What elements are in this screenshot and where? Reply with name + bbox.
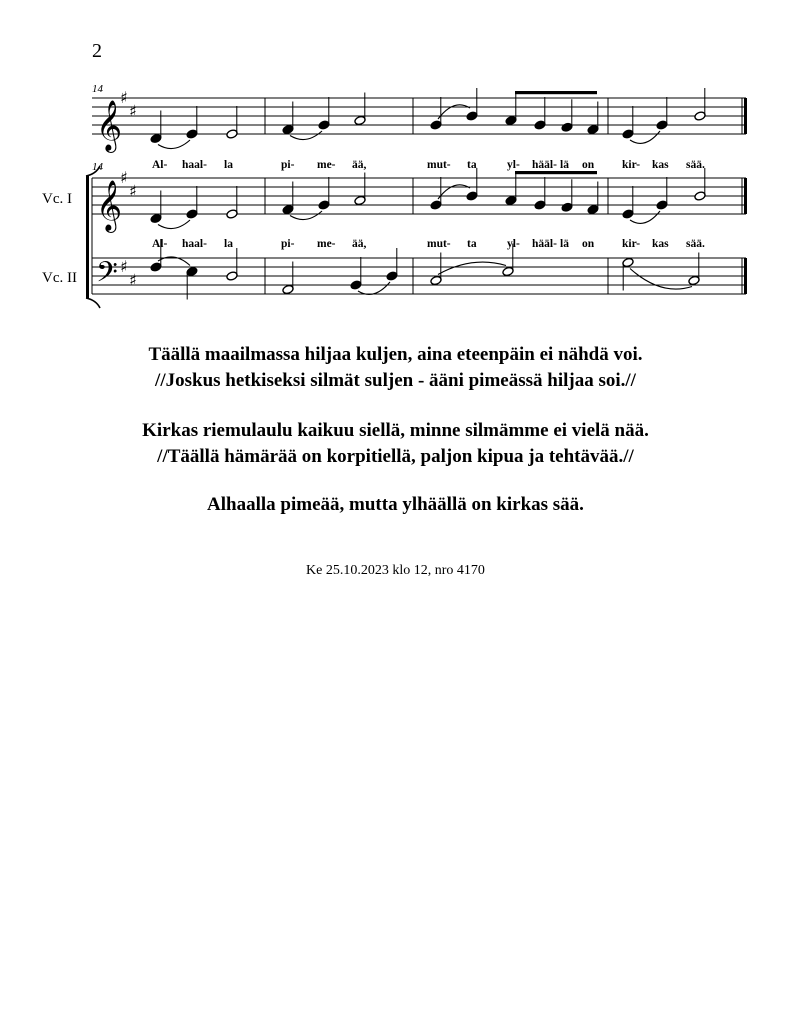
lyric-syllable: la (224, 159, 233, 171)
lyric-syllable: me- (317, 159, 336, 171)
half-note (688, 275, 700, 285)
quarter-note (561, 202, 573, 212)
lyric-syllable: mut- (427, 159, 451, 171)
lyric-syllable: kas (652, 238, 669, 250)
final-barline (744, 178, 747, 214)
final-barline (744, 98, 747, 134)
quarter-note (622, 209, 634, 219)
lyric-syllable: on (582, 159, 595, 171)
lyric-syllable: lä (560, 238, 569, 250)
voice-name-1: Vc. I (42, 191, 72, 207)
sharp-sign: ♯ (129, 181, 137, 201)
slur (158, 220, 190, 229)
quarter-note (466, 191, 478, 201)
quarter-note (505, 115, 517, 125)
quarter-note (282, 204, 294, 214)
quarter-note (656, 200, 668, 210)
poem-line: Kirkas riemulaulu kaikuu siellä, minne silmämme ei vielä nää. (142, 420, 649, 441)
half-note (226, 271, 238, 281)
page-number: 2 (92, 40, 102, 62)
sharp-sign: ♯ (129, 270, 137, 290)
quarter-note (587, 124, 599, 134)
music-score (0, 0, 791, 320)
half-note (694, 111, 706, 121)
slur (158, 140, 190, 149)
lyric-syllable: Al- (152, 159, 168, 171)
slur (630, 269, 692, 290)
voice-1-staff (92, 168, 747, 233)
quarter-note (282, 124, 294, 134)
final-barline (744, 258, 747, 294)
bracket-hook (86, 298, 100, 308)
bracket-bar (86, 176, 89, 298)
slur (438, 262, 506, 274)
quarter-note (186, 129, 198, 139)
treble-clef: 𝄞 (96, 180, 123, 231)
quarter-note (561, 122, 573, 132)
sharp-sign: ♯ (120, 88, 128, 107)
slur (290, 131, 322, 140)
quarter-note (534, 120, 546, 130)
lyric-syllable: haal- (182, 159, 207, 171)
quarter-note (150, 133, 162, 143)
lyric-syllable: sää. (686, 238, 705, 250)
stanza-3 (0, 492, 791, 518)
quarter-note (656, 120, 668, 130)
measure-number: 14 (92, 83, 103, 95)
sharp-sign: ♯ (120, 257, 128, 276)
footer-date: Ke 25.10.2023 klo 12, nro 4170 (306, 563, 485, 578)
measure-number-2: 14 (92, 161, 103, 173)
half-note (430, 275, 442, 285)
stanza-2 (0, 418, 791, 470)
half-note (282, 284, 294, 294)
lyric-syllable: kir- (622, 238, 641, 250)
lyric-syllable: Al- (152, 238, 168, 250)
quarter-note (505, 195, 517, 205)
quarter-note (186, 266, 198, 276)
lyric-syllable: kir- (622, 159, 641, 171)
quarter-note (386, 271, 398, 281)
lyrics-line-1 (152, 159, 705, 171)
melody-staff (92, 88, 747, 153)
poem-line: Alhaalla pimeää, mutta ylhäällä on kirkas sää. (207, 494, 584, 515)
lyric-syllable: kas (652, 159, 669, 171)
quarter-note (318, 120, 330, 130)
lyric-syllable: ta (467, 238, 477, 250)
half-note (226, 209, 238, 219)
half-note (226, 129, 238, 139)
half-note (354, 115, 366, 125)
quarter-note (587, 204, 599, 214)
quarter-note (622, 129, 634, 139)
lyric-syllable: haal- (182, 238, 207, 250)
stanza-1 (0, 342, 791, 394)
voice-name-2: Vc. II (42, 270, 77, 286)
lyric-syllable: ää, (352, 159, 367, 171)
lyric-syllable: hääl- (532, 159, 557, 171)
quarter-note (318, 200, 330, 210)
slur (630, 131, 660, 143)
lyric-syllable: yl- (507, 238, 520, 250)
lyric-syllable: mut- (427, 238, 451, 250)
poem-line: //Täällä hämärää on korpitiellä, paljon kipua ja tehtävää.// (157, 446, 634, 467)
lyric-syllable: la (224, 238, 233, 250)
poem-line: //Joskus hetkiseksi silmät suljen - ääni pimeässä hiljaa soi.// (155, 370, 636, 391)
quarter-note (186, 209, 198, 219)
lyric-syllable: pi- (281, 159, 295, 171)
quarter-note (350, 280, 362, 290)
treble-clef: 𝄞 (96, 100, 123, 151)
lyric-syllable: hääl- (532, 238, 557, 250)
lyric-syllable: ää, (352, 238, 367, 250)
quarter-note (534, 200, 546, 210)
lyric-syllable: ta (467, 159, 477, 171)
quarter-note (430, 200, 442, 210)
lyric-syllable: sää. (686, 159, 705, 171)
lyric-syllable: lä (560, 159, 569, 171)
lyric-syllable: me- (317, 238, 336, 250)
slur (630, 211, 660, 223)
quarter-note (150, 213, 162, 223)
quarter-note (150, 262, 162, 272)
lyric-syllable: on (582, 238, 595, 250)
sharp-sign: ♯ (120, 168, 128, 187)
half-note (354, 195, 366, 205)
beam (515, 171, 597, 174)
quarter-note (430, 120, 442, 130)
slur (358, 282, 390, 294)
slur (290, 211, 322, 220)
beam (515, 91, 597, 94)
lyric-syllable: pi- (281, 238, 295, 250)
half-note (694, 191, 706, 201)
half-note (622, 257, 634, 267)
lyrics-line-2 (152, 238, 705, 250)
bass-clef: 𝄢 (96, 256, 118, 296)
sharp-sign: ♯ (129, 101, 137, 121)
half-note (502, 266, 514, 276)
lyric-syllable: yl- (507, 159, 520, 171)
poem-line: Täällä maailmassa hiljaa kuljen, aina eteenpäin ei nähdä voi. (148, 344, 643, 365)
quarter-note (466, 111, 478, 121)
